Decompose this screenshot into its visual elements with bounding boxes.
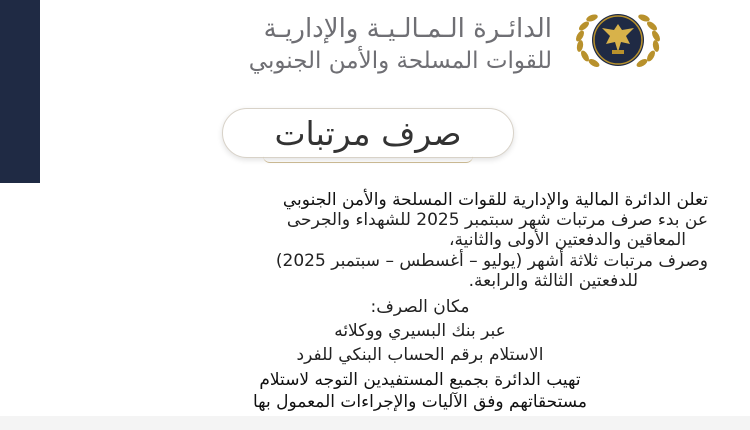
closing-line-2: مستحقاتهم وفق الآليات والإجراءات المعمول بها (252, 392, 588, 412)
location-line-2: الاستلام برقم الحساب البنكي للفرد (296, 345, 544, 365)
header-title (120, 12, 552, 76)
closing-line-1: تهيب الدائرة بجميع المستفيدين التوجه لاستلام (259, 370, 581, 390)
location-line-1: عبر بنك البسيري ووكلائه (334, 321, 506, 341)
left-color-band (0, 0, 40, 183)
header-line-2: للقوات المسلحة والأمن الجنوبي (248, 48, 552, 74)
title-banner (222, 108, 514, 158)
announcement-line: تعلن الدائرة المالية والإدارية للقوات المسلحة والأمن الجنوبي (282, 190, 708, 210)
bottom-strip (0, 416, 750, 430)
announcement-line: المعاقين والدفعتين الأولى والثانية، (449, 230, 686, 250)
announcement-line: وصرف مرتبات ثلاثة أشهر (يوليو – أغسطس – سبتمبر 2025) (275, 251, 708, 271)
announcement-line: للدفعتين الثالثة والرابعة. (468, 271, 638, 291)
location-heading: مكان الصرف: (370, 297, 470, 317)
eagle-emblem-icon (566, 6, 670, 70)
header-line-1: الدائـرة الـمـالـيـة والإداريـة (263, 14, 552, 44)
page-title: صرف مرتبات (274, 113, 462, 153)
announcement-line: عن بدء صرف مرتبات شهر سبتمبر 2025 للشهداء والجرحى (286, 210, 708, 230)
announcement-body (200, 190, 708, 291)
